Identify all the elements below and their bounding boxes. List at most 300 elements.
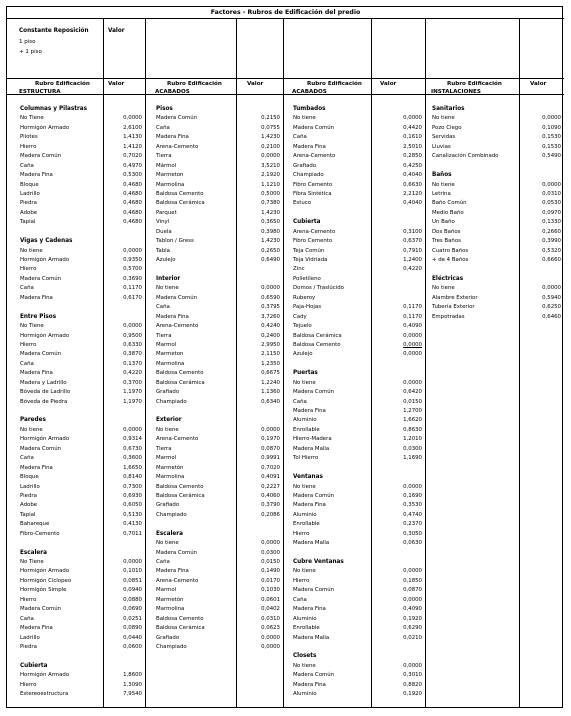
table-row <box>19 634 145 643</box>
section-heading <box>292 473 425 482</box>
rubro-value: 0,3530 <box>403 502 422 509</box>
rubro-label: Estuco <box>293 200 312 207</box>
table-row <box>155 605 283 614</box>
rubro-value: 0,2400 <box>261 332 280 339</box>
table-row <box>19 379 145 388</box>
rubro-value: 0,2150 <box>261 115 280 122</box>
rubro-value: 0,4091 <box>261 474 280 481</box>
table-row <box>292 416 425 425</box>
table-row <box>155 473 283 482</box>
table-row <box>292 162 425 171</box>
rubro-label: Un Baño <box>432 219 455 226</box>
rubro-label: Baldosa Cemento <box>156 483 204 490</box>
table-row <box>155 303 283 312</box>
rubro-label: Mármol <box>156 162 177 169</box>
rubro-label: Madera Malla <box>293 445 330 452</box>
table-row <box>19 558 145 567</box>
rubro-value: 0,1370 <box>123 360 142 367</box>
rubro-label: Madera Fina <box>293 143 326 150</box>
rubro-value: 0,0940 <box>123 587 142 594</box>
rubro-label: Baldosa Cemento <box>156 190 204 197</box>
rubro-label: Teja Vidriada <box>293 257 328 263</box>
rubro-label: Hormigón Armado <box>20 436 70 443</box>
table-row <box>431 294 564 303</box>
table-row <box>19 256 145 265</box>
table-row <box>431 209 564 218</box>
rubro-label: Madera Malla <box>293 634 330 641</box>
table-row <box>155 549 283 558</box>
rubro-value: 0,5940 <box>542 294 561 301</box>
table-row <box>155 435 283 444</box>
rubro-label: Hormigón Simple <box>20 587 67 594</box>
rubro-label: Arena-Cemento <box>156 436 199 443</box>
table-row <box>155 237 283 246</box>
rubro-label: Azulejo <box>156 257 176 263</box>
rubro-value: 0,2850 <box>403 153 422 160</box>
col-subheader-3: ACABADOS <box>292 89 327 95</box>
rubro-value: 0,0000 <box>123 426 142 433</box>
table-row <box>155 114 283 123</box>
table-row <box>292 181 425 190</box>
rubro-value: 0,0000 <box>123 559 142 565</box>
rubro-label: Ladrillo <box>20 634 40 641</box>
rubro-label: Caña <box>20 455 34 462</box>
rubro-label: Alambre Exterior <box>432 294 478 301</box>
table-row <box>292 190 425 199</box>
rubro-label: Madera Común <box>293 672 335 679</box>
table-row <box>292 143 425 152</box>
table-row <box>19 152 145 161</box>
rubro-value: 1,8600 <box>123 672 142 679</box>
rubro-label: Tres Baños <box>432 238 461 245</box>
rubro-value: 0,0000 <box>261 540 280 547</box>
table-row <box>19 284 145 293</box>
rubro-label: Tol Hierro <box>293 455 319 462</box>
rubro-label: Hierro <box>20 596 37 603</box>
rubro-value: 1,2350 <box>261 360 280 367</box>
rubro-label: Madera Fina <box>156 134 189 141</box>
rubro-value: 2,2120 <box>403 190 422 197</box>
rubro-column-acabados-b <box>292 105 425 700</box>
rubro-label: Madera Común <box>20 606 62 613</box>
section-heading <box>431 171 564 180</box>
rubro-label: Hierro <box>20 341 37 348</box>
rubro-label: Entre Pisos <box>20 313 57 320</box>
rubro-value: 0,6250 <box>542 304 561 311</box>
rubro-label: Exterior <box>156 417 182 424</box>
table-row <box>292 483 425 492</box>
table-row <box>19 247 145 256</box>
table-row <box>155 313 283 322</box>
rubro-value: 0,3100 <box>403 228 422 235</box>
blank-row <box>155 265 283 274</box>
rubro-label: Marmetón <box>156 464 184 471</box>
rubro-label: Ladrillo <box>20 190 40 197</box>
rubro-value: 0,0000 <box>542 115 561 122</box>
rubro-label: Madera Fina <box>156 313 189 320</box>
table-row <box>155 369 283 378</box>
table-row <box>155 209 283 218</box>
rubro-label: Madera Común <box>20 445 62 452</box>
rubro-label: Champiado <box>156 643 187 650</box>
table-row <box>292 303 425 312</box>
rubro-label: Grafiado <box>156 389 180 396</box>
rubro-label: No Tiene <box>20 115 44 122</box>
rubro-value: 0,4220 <box>403 266 422 273</box>
rubro-label: Madera Común <box>293 492 335 499</box>
table-row <box>292 662 425 671</box>
rubro-label: Fibro Cemento <box>293 181 333 188</box>
rubro-label: Polietileno <box>293 275 321 282</box>
rubro-value: 0,6930 <box>123 492 142 499</box>
rubro-label: Puertas <box>293 370 318 377</box>
column-divider <box>425 19 426 708</box>
rubro-value: 0,0880 <box>123 596 142 603</box>
table-row <box>19 332 145 341</box>
rubro-value: 0,4090 <box>403 606 422 613</box>
rubro-label: Aluminio <box>293 417 317 424</box>
rubro-label: Bloque <box>20 181 39 188</box>
rubro-label: Baldosa Cemento <box>293 341 341 348</box>
rubro-label: No tiene <box>20 426 43 433</box>
rubro-label: Marmolina <box>156 181 185 188</box>
blank-row <box>431 162 564 171</box>
rubro-label: No tiene <box>432 181 455 188</box>
table-row <box>431 303 564 312</box>
table-row <box>292 199 425 208</box>
rubro-value: 0,3980 <box>261 228 280 235</box>
table-row <box>155 143 283 152</box>
rubro-value: 0,7011 <box>123 530 142 537</box>
table-row <box>155 398 283 407</box>
rubro-label: Ladrillo <box>20 483 40 490</box>
col-header-3: Rubro Edificación <box>307 81 362 87</box>
rubro-label: Madera Fina <box>20 370 53 377</box>
rubro-label: No Tiene <box>20 323 44 330</box>
rubro-label: Arena-Cemento <box>156 577 199 584</box>
table-row <box>155 492 283 501</box>
rubro-value: 0,0440 <box>123 634 142 641</box>
rubro-label: Madera Común <box>156 115 198 122</box>
rubro-value: 0,1170 <box>123 285 142 292</box>
table-row <box>292 454 425 463</box>
rubro-label: Madera Común <box>293 389 335 396</box>
rubro-label: Madera Fina <box>156 568 189 575</box>
rubro-value: 1,2010 <box>403 436 422 443</box>
rubro-value: 0,2100 <box>261 143 280 150</box>
col-value-header-3: Valor <box>380 81 397 87</box>
rubro-label: Marmolina <box>156 606 185 613</box>
rubro-value: 0,5320 <box>542 247 561 254</box>
table-row <box>292 605 425 614</box>
rubro-value: 0,3010 <box>403 672 422 679</box>
table-row <box>292 671 425 680</box>
rubro-value: 0,6490 <box>261 257 280 263</box>
rubro-value: 0,7020 <box>261 464 280 471</box>
rubro-column-instalaciones <box>431 105 564 322</box>
rubro-value: 0,3600 <box>123 455 142 462</box>
table-row <box>292 530 425 539</box>
table-row <box>292 615 425 624</box>
rubro-label: Madera Fina <box>293 606 326 613</box>
rubro-label: Madera Común <box>156 294 198 301</box>
rubro-label: Paja-Hojas <box>293 304 322 311</box>
col-subheader-4: INSTALACIONES <box>431 89 481 95</box>
rubro-value: 0,0000 <box>123 247 142 254</box>
table-row <box>292 350 425 359</box>
rubro-label: Madera Común <box>20 351 62 358</box>
rubro-value: 0,1010 <box>123 568 142 575</box>
table-row <box>431 284 564 293</box>
rubro-value: 0,8140 <box>123 474 142 481</box>
table-row <box>19 435 145 444</box>
rubro-value: 0,1030 <box>261 587 280 594</box>
rubro-value: 0,1610 <box>403 134 422 141</box>
rubro-value: 0,3650 <box>261 219 280 226</box>
blank-row <box>155 520 283 529</box>
rubro-label: Baldosa Cerámica <box>293 332 342 339</box>
rubro-value: 0,6420 <box>403 389 422 396</box>
rubro-value: 0,0530 <box>542 200 561 207</box>
rubro-value: 0,4040 <box>403 172 422 179</box>
rubro-label: Domos / Traslúcido <box>293 285 344 292</box>
rubro-value: 0,2370 <box>403 521 422 528</box>
rubro-value: 7,9540 <box>123 691 142 698</box>
rubro-value: 0,3700 <box>123 379 142 386</box>
table-row <box>292 398 425 407</box>
rubro-label: Pozo Ciego <box>432 124 462 131</box>
table-row <box>155 445 283 454</box>
section-heading <box>292 652 425 661</box>
rubro-value: 0,3790 <box>261 502 280 509</box>
table-row <box>19 605 145 614</box>
rubro-label: Marmolina <box>156 474 185 481</box>
table-row <box>292 313 425 322</box>
table-row <box>431 256 564 265</box>
rubro-label: Arena-Cemento <box>293 228 336 235</box>
rubro-label: Madera Común <box>20 153 62 160</box>
blank-row <box>19 652 145 661</box>
rubro-value: 0,4060 <box>261 492 280 499</box>
table-row <box>292 435 425 444</box>
rubro-label: Hierro-Madera <box>293 436 332 443</box>
rubro-value: 0,0150 <box>403 398 422 405</box>
table-row <box>292 332 425 341</box>
rubro-value: 0,1920 <box>403 615 422 622</box>
table-row <box>292 124 425 133</box>
table-row <box>292 341 425 350</box>
rubro-value: 3,5210 <box>261 162 280 169</box>
rubro-value: 0,4680 <box>123 200 142 207</box>
table-row <box>19 181 145 190</box>
rubro-label: Marmol <box>156 455 177 462</box>
table-row <box>431 247 564 256</box>
rubro-value: 0,0170 <box>261 577 280 584</box>
section-heading <box>19 313 145 322</box>
rubro-label: Madera Fina <box>20 464 53 471</box>
section-heading <box>19 416 145 425</box>
rubro-value: 0,0851 <box>123 577 142 584</box>
table-row <box>155 218 283 227</box>
rubro-label: Adobe <box>20 209 38 216</box>
rubro-label: Caña <box>20 360 34 367</box>
blank-row <box>292 209 425 218</box>
rubro-label: Caña <box>156 124 170 131</box>
reposicion-value-header: Valor <box>108 28 125 34</box>
rubro-value: 0,5300 <box>123 172 142 179</box>
table-row <box>155 181 283 190</box>
table-row <box>431 190 564 199</box>
rubro-value: 0,2660 <box>542 228 561 235</box>
rubro-label: Hormigón Armado <box>20 257 70 263</box>
table-row <box>292 511 425 520</box>
rubro-value: 0,6330 <box>123 341 142 348</box>
rubro-label: Cubierta <box>20 662 48 669</box>
rubro-label: Aluminio <box>293 511 317 518</box>
rubro-value: 0,7300 <box>123 483 142 490</box>
rubro-value: 0,0623 <box>261 625 280 632</box>
rubro-label: No tiene <box>293 483 316 490</box>
rubro-value: 0,6660 <box>542 257 561 263</box>
table-row <box>292 133 425 142</box>
rubro-value: 0,1530 <box>542 143 561 150</box>
table-row <box>155 643 283 652</box>
rubro-value: 0,1690 <box>403 492 422 499</box>
table-row <box>292 237 425 246</box>
rubro-value: 0,0000 <box>123 115 142 122</box>
rubro-label: Arena-Cemento <box>156 143 199 150</box>
section-heading <box>292 369 425 378</box>
rubro-label: Tapial <box>20 511 36 518</box>
rubro-label: No tiene <box>293 662 316 669</box>
rubro-label: Empotradas <box>432 313 465 320</box>
section-heading <box>292 558 425 567</box>
rubro-value: 0,5000 <box>261 190 280 197</box>
rubro-label: No tiene <box>156 285 179 292</box>
section-heading <box>431 105 564 114</box>
rubro-label: Dos Baños <box>432 228 461 235</box>
section-heading <box>155 275 283 284</box>
table-row <box>155 558 283 567</box>
rubro-label: Tierra <box>156 153 172 160</box>
rubro-value: 0,8820 <box>403 681 422 688</box>
rubro-value: 1,4230 <box>261 209 280 216</box>
table-row <box>19 218 145 227</box>
rubro-label: Escalera <box>20 549 47 556</box>
rubro-value: 0,0000 <box>403 662 422 669</box>
rubro-label: Madera Fina <box>293 408 326 414</box>
rubro-label: Marmeton <box>156 172 184 179</box>
table-row <box>19 171 145 180</box>
reposicion-item: + 1 piso <box>19 49 42 55</box>
table-row <box>292 520 425 529</box>
rubro-value: 0,1850 <box>403 577 422 584</box>
table-row <box>19 530 145 539</box>
table-row <box>292 426 425 435</box>
rubro-label: Baldosa Cerámica <box>156 492 205 499</box>
rubro-value: 0,9991 <box>261 455 280 462</box>
table-row <box>19 360 145 369</box>
rubro-value: 0,6630 <box>403 181 422 188</box>
table-row <box>292 114 425 123</box>
rubro-value: 1,1690 <box>403 455 422 462</box>
rubro-label: Arena-Cemento <box>156 323 199 330</box>
table-row <box>19 501 145 510</box>
table-row <box>292 284 425 293</box>
table-row <box>292 445 425 454</box>
table-row <box>19 114 145 123</box>
rubro-value: 0,0755 <box>261 124 280 131</box>
rubro-value: 0,0000 <box>403 351 422 358</box>
rubro-value: 0,0970 <box>542 209 561 216</box>
rubro-value: 0,7020 <box>123 153 142 160</box>
rubro-label: No tiene <box>432 115 455 122</box>
table-row <box>292 586 425 595</box>
table-row <box>155 577 283 586</box>
rubro-value: 0,0000 <box>403 379 422 386</box>
rubro-value: 1,2240 <box>261 379 280 386</box>
section-heading <box>155 416 283 425</box>
rubro-value: 0,0000 <box>542 285 561 292</box>
table-row <box>155 350 283 359</box>
rubro-value: 0,8630 <box>403 426 422 433</box>
rubro-label: Caña <box>156 304 170 311</box>
rubro-label: Madera Común <box>293 124 335 131</box>
rubro-label: Columnas y Pilastras <box>20 106 87 112</box>
table-row <box>155 228 283 237</box>
rubro-label: Interior <box>156 275 181 282</box>
rubro-value: 0,0870 <box>403 587 422 594</box>
table-row <box>431 237 564 246</box>
rubro-label: Tierra <box>156 332 172 339</box>
table-row <box>19 671 145 680</box>
rubro-value: 1,4130 <box>123 134 142 141</box>
rubro-label: Baldosa Cemento <box>156 615 204 622</box>
table-row <box>19 190 145 199</box>
rubro-label: Caña <box>156 559 170 565</box>
rubro-label: No tiene <box>293 379 316 386</box>
table-row <box>155 162 283 171</box>
rubro-label: Lluvias <box>432 143 451 150</box>
rubro-label: Hormigón Ciclopeo <box>20 577 72 584</box>
rubro-label: Tablon / Gress <box>156 238 194 245</box>
table-row <box>155 341 283 350</box>
rubro-label: Marmeton <box>156 351 184 358</box>
rubro-label: Adobe <box>20 502 38 509</box>
rubro-label: Caña <box>293 596 307 603</box>
table-row <box>292 690 425 699</box>
rubro-value: 0,5130 <box>123 511 142 518</box>
rubro-value: 0,1530 <box>542 134 561 141</box>
rubro-label: Canalización Combinado <box>432 153 499 160</box>
table-row <box>292 247 425 256</box>
section-heading <box>155 530 283 539</box>
table-row <box>19 624 145 633</box>
rubro-value: 0,0000 <box>542 181 561 188</box>
table-row <box>155 247 283 256</box>
table-row <box>292 322 425 331</box>
rubro-value: 0,4740 <box>403 511 422 518</box>
table-row <box>19 596 145 605</box>
rubro-value: 0,0000 <box>403 568 422 575</box>
table-row <box>431 228 564 237</box>
table-row <box>292 681 425 690</box>
factors-sheet <box>6 6 563 708</box>
rubro-value: 2,1920 <box>261 172 280 179</box>
rubro-label: Aluminio <box>293 691 317 698</box>
table-row <box>155 256 283 265</box>
rubro-label: Hormigón Armado <box>20 124 70 131</box>
